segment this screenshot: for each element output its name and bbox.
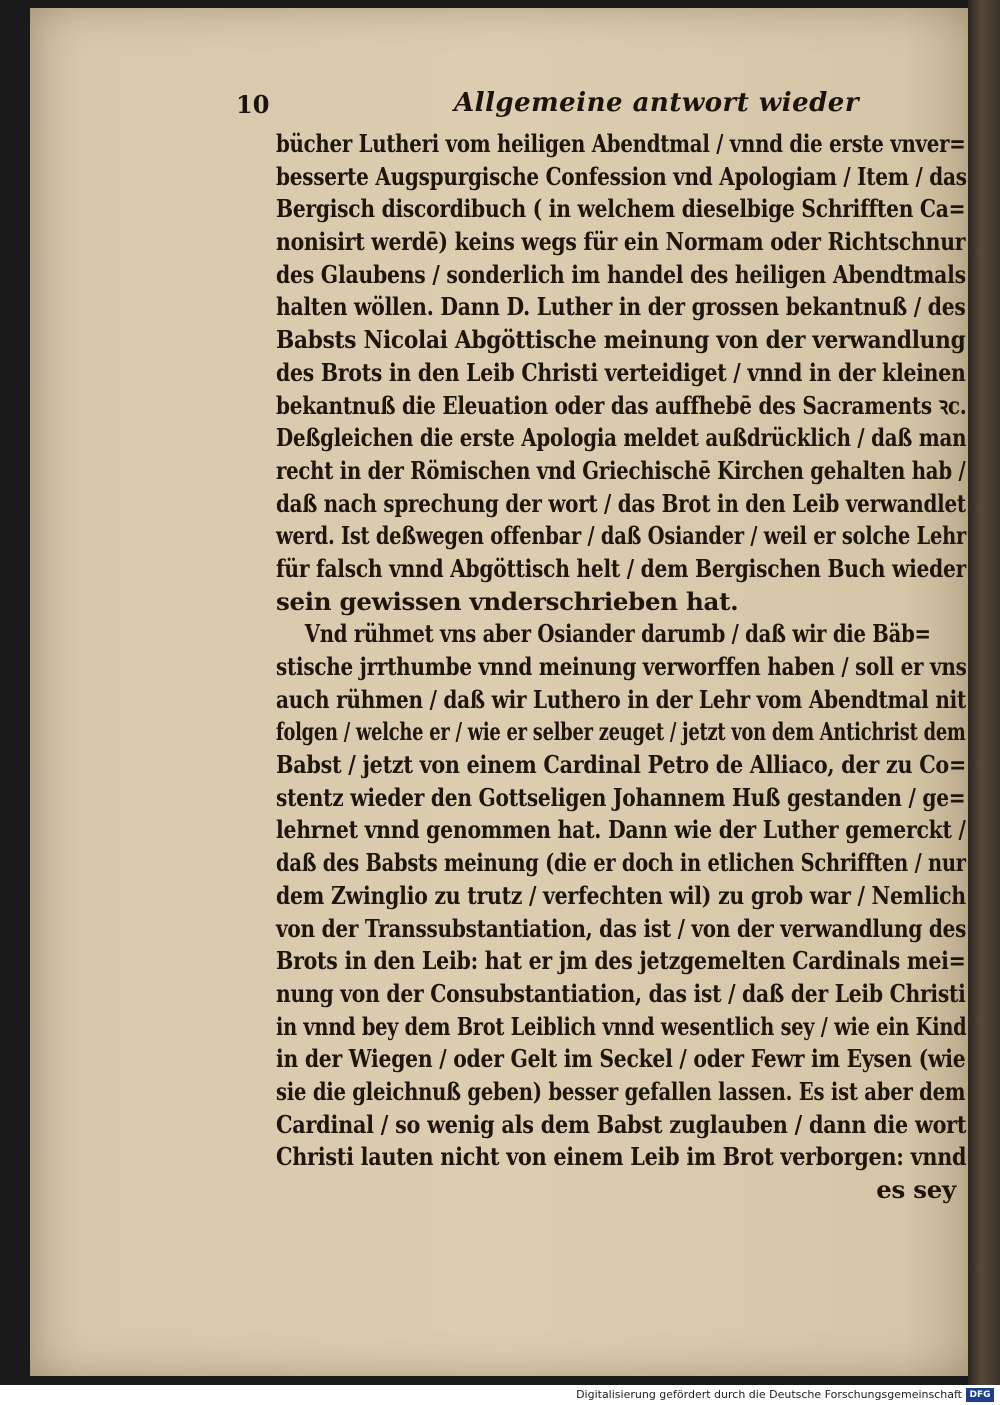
body-text <box>276 128 966 1207</box>
running-head: Allgemeine antwort wieder <box>454 88 860 118</box>
text-line: dem Zwinglio zu trutz / verfechten wil) zu grob war / Nemlich <box>276 880 966 910</box>
text-line: Christi lauten nicht von einem Leib im Brot verborgen: vnnd <box>276 1142 967 1172</box>
dfg-logo: DFG <box>966 1388 994 1402</box>
text-line: von der Transsubstantiation, das ist / von der verwandlung des <box>276 913 967 943</box>
text-line: in vnnd bey dem Brot Leiblich vnnd wesentlich sey / wie ein Kind <box>276 1011 967 1041</box>
text-line: Babst / jetzt von einem Cardinal Petro de Alliaco, der zu Co= <box>276 750 967 780</box>
text-line: folgen / welche er / wie er selber zeuget / jetzt von dem Antichrist dem <box>276 717 966 747</box>
text-line: Deßgleichen die erste Apologia meldet außdrücklich / daß man <box>276 423 967 453</box>
text-line: des Glaubens / sonderlich im handel des heiligen Abendtmals <box>276 259 966 289</box>
text-line: in der Wiegen / oder Gelt im Seckel / oder Fewr im Eysen (wie <box>276 1044 966 1074</box>
page-number: 10 <box>236 90 270 119</box>
text-line: daß des Babsts meinung (die er doch in etlichen Schrifften / nur <box>276 848 966 878</box>
text-line: stentz wieder den Gottseligen Johannem Huß gestanden / ge= <box>276 782 966 812</box>
text-line: sein gewissen vnderschrieben hat. <box>276 586 739 616</box>
page-header <box>236 86 976 126</box>
text-line: bücher Lutheri vom heiligen Abendtmal / vnnd die erste vnver= <box>276 129 966 158</box>
text-line: werd. Ist deßwegen offenbar / daß Osiander / weil er solche Lehr <box>276 521 966 551</box>
text-line: daß nach sprechung der wort / das Brot in den Leib verwandlet <box>276 488 966 518</box>
text-line: Cardinal / so wenig als dem Babst zuglauben / dann die wort <box>276 1109 967 1139</box>
text-line: sie die gleichnuß geben) besser gefallen lassen. Es ist aber dem <box>276 1076 966 1106</box>
text-line: nonisirt werdē) keins wegs für ein Normam oder Richtschnur <box>276 227 966 257</box>
text-line: stische jrrthumbe vnnd meinung verworffen haben / soll er vns <box>276 652 967 681</box>
text-line: lehrnet vnnd genommen hat. Dann wie der Luther gemerckt / <box>276 815 966 845</box>
text-line: für falsch vnnd Abgöttisch helt / dem Bergischen Buch wieder <box>276 553 967 583</box>
footer-bar <box>0 1385 1000 1405</box>
text-line: nung von der Consubstantiation, das ist / daß der Leib Christi <box>276 978 966 1008</box>
text-line: Brots in den Leib: hat er jm des jetzgemelten Cardinals mei= <box>276 946 966 976</box>
text-line: besserte Augspurgische Confession vnd Apologiam / Item / das <box>276 161 967 191</box>
text-line: bekantnuß die Eleuation oder das auffhebē des Sacraments ꝛc. <box>276 390 967 420</box>
text-line: auch rühmen / daß wir Luthero in der Lehr vom Abendtmal nit <box>276 684 967 714</box>
text-line: Vnd rühmet vns aber Osiander darumb / daß wir die Bäb= <box>304 619 931 649</box>
digitization-credit: Digitalisierung gefördert durch die Deutsche Forschungsgemeinschaft <box>576 1388 962 1401</box>
book-gutter-edge <box>968 0 1000 1385</box>
text-line: Bergisch discordibuch ( in welchem dieselbige Schrifften Ca= <box>276 194 966 224</box>
text-line: recht in der Römischen vnd Griechischē Kirchen gehalten hab / <box>276 455 966 485</box>
catchword: es sey <box>876 1175 956 1204</box>
text-line: Babsts Nicolai Abgöttische meinung von der verwandlung <box>276 325 966 355</box>
text-line: des Brots in den Leib Christi verteidiget / vnnd in der kleinen <box>276 357 966 387</box>
text-line: halten wöllen. Dann D. Luther in der grossen bekantnuß / des <box>276 292 966 322</box>
